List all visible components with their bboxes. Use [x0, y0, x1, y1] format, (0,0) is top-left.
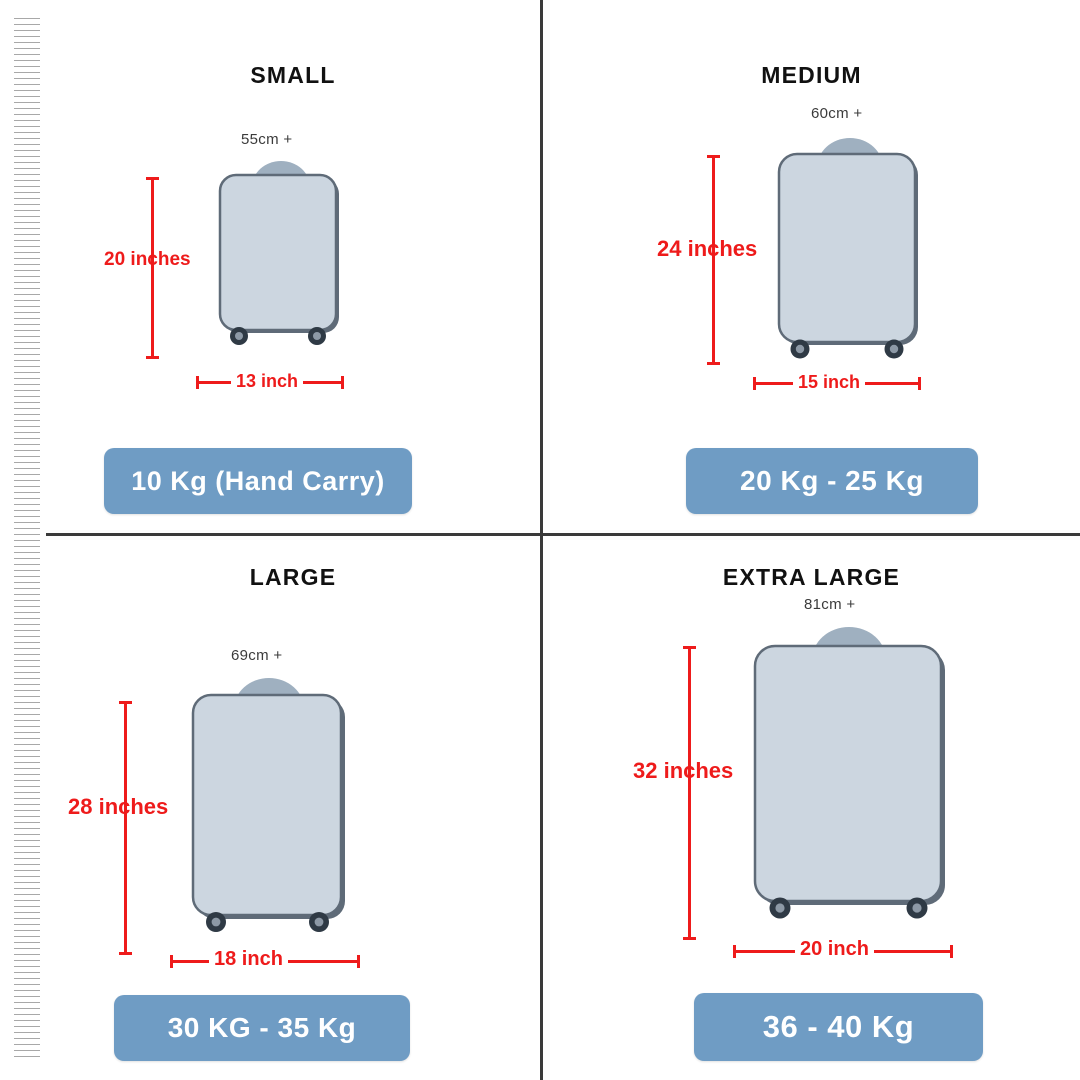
ruler-strip — [14, 18, 40, 1062]
cm-label-large: 69cm + — [231, 647, 283, 664]
card-title-large: LARGE — [249, 564, 337, 590]
card-title-medium: MEDIUM — [761, 62, 862, 88]
luggage-card-extra-large — [543, 536, 1080, 1080]
height-label-large: 28 inches — [68, 794, 169, 819]
height-label-medium: 24 inches — [657, 236, 758, 261]
height-label-extra-large: 32 inches — [633, 758, 734, 783]
width-label-large: 18 inch — [209, 948, 288, 971]
width-label-small: 13 inch — [231, 371, 303, 392]
cm-label-extra-large: 81cm + — [804, 596, 856, 613]
card-title-small: SMALL — [250, 62, 336, 88]
luggage-card-medium — [543, 0, 1080, 533]
cm-label-medium: 60cm + — [811, 105, 863, 122]
suitcase-illustration-medium — [758, 120, 938, 380]
width-label-extra-large: 20 inch — [795, 938, 874, 961]
cm-label-small: 55cm + — [241, 131, 293, 148]
luggage-card-small — [46, 0, 540, 533]
suitcase-svg-medium — [758, 120, 938, 380]
width-label-medium: 15 inch — [793, 372, 865, 393]
suitcase-svg-large — [171, 659, 366, 949]
suitcase-illustration-extra-large — [731, 608, 966, 928]
card-title-extra-large: EXTRA LARGE — [722, 564, 901, 590]
weight-badge-extra-large: 36 - 40 Kg — [694, 993, 983, 1061]
suitcase-illustration-small — [201, 145, 361, 370]
height-dimension-line-large — [124, 701, 127, 955]
luggage-card-large — [46, 536, 540, 1080]
weight-badge-medium: 20 Kg - 25 Kg — [686, 448, 978, 514]
suitcase-svg-extra-large — [731, 608, 966, 928]
suitcase-illustration-large — [171, 659, 366, 949]
weight-badge-large: 30 KG - 35 Kg — [114, 995, 410, 1061]
height-label-small: 20 inches — [104, 249, 191, 270]
height-dimension-line-extra-large — [688, 646, 691, 940]
weight-badge-small: 10 Kg (Hand Carry) — [104, 448, 412, 514]
suitcase-svg-small — [201, 145, 361, 370]
